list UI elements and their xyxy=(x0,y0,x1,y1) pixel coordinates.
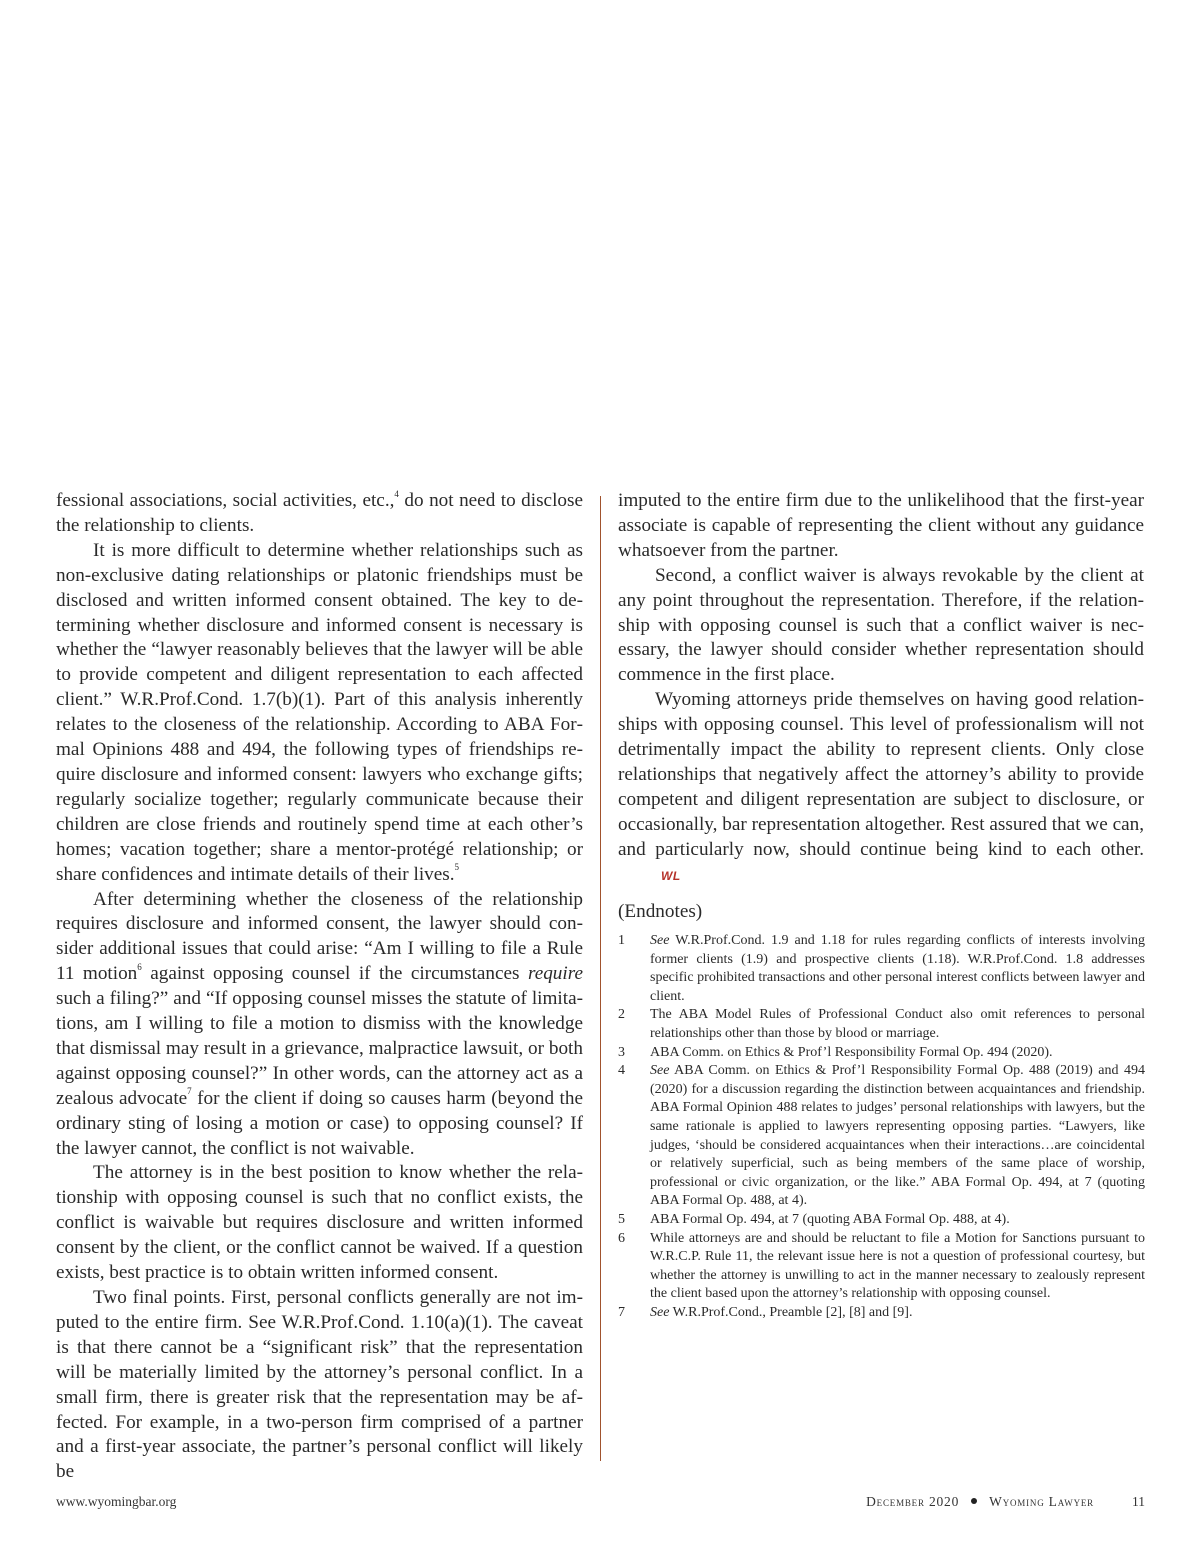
endnote-item xyxy=(618,1062,1145,1211)
left-column xyxy=(56,489,583,1485)
endnotes-heading: (Endnotes) xyxy=(618,901,703,922)
endnote-list xyxy=(618,932,1145,1322)
endnote-ref[interactable]: 4 xyxy=(394,488,399,499)
endnote-item xyxy=(618,1230,1145,1304)
endnote-text: ABA Comm. on Ethics & Prof’l Responsibility Formal Op. 494 (2020). xyxy=(650,1044,1053,1060)
endnote-number: 5 xyxy=(618,1211,625,1227)
endnote-text: W.R.Prof.Cond., Preamble [2], [8] and [9]. xyxy=(669,1304,913,1320)
endnote-ref[interactable]: 5 xyxy=(454,862,460,873)
paragraph: The attorney is in the best position to know whether the relationship with opposing counsel is such that no conflict exists, the conflict is waivable but requires disclosure and written informed consent by the client, or the conflict cannot be waived. If a question exists, best practice is to obtain written informed consent. xyxy=(56,1162,583,1284)
endnote-ref[interactable]: 7 xyxy=(187,1086,192,1097)
paragraph: After determining whether the closeness of the relationship requires disclosure and informed consent, the lawyer should consider additional issues that could arise: “Am I willing to file a Rule 11 motion$^6$ against opposing counsel if the circumstances require such a filing?” and “If opposing counsel misses the statute of limitations, am I willing to file a motion to dismiss with the knowledge that dismissal may result in a grievance, malpractice lawsuit, or both against opposing counsel?” In other words, can the attorney act as a zealous advocate$^7$ for the client if doing so causes harm (beyond the ordinary sting of losing a motion or case) to opposing counsel? If the lawyer cannot, the conflict is not waivable. xyxy=(56,888,583,1159)
endnote-item xyxy=(618,1006,1145,1043)
paragraph: Two final points. First, personal conflicts generally are not imputed to the entire firm. See W.R.Prof.Cond. 1.10(a)(1). The caveat is that there cannot be a “significant risk” that the representation will be materially limited by the attorney’s personal conflict. In a small firm, there is greater risk that the representation may be affected. For example, in a two-person firm comprised of a partner and a first-year associate, the partner’s personal conflict will likely be xyxy=(56,1287,583,1483)
bullet-separator-icon xyxy=(971,1498,977,1504)
paragraph: fessional associations, social activities, etc.,$^4$ do not need to disclose the relationship to clients. xyxy=(56,488,583,536)
paragraph: Second, a conflict waiver is always revokable by the client at any point throughout the representation. Therefore, if the relationship with opposing counsel is such that a conflict waiver is necessary, the lawyer should consider whether representation should commence in the first place. xyxy=(618,564,1144,686)
endnote-text: ABA Formal Op. 494, at 7 (quoting ABA Formal Op. 488, at 4). xyxy=(650,1211,1010,1227)
endnote-text: While attorneys are and should be reluctant to file a Motion for Sanctions pursuant to W.R.C.P. Rule 11, the relevant issue here is not a question of professional courtesy, but whether the attorney is unwilling to act in the manner necessary to zealously represent the client based upon the attorney’s relationship with opposing counsel. xyxy=(650,1230,1145,1302)
endnote-number: 7 xyxy=(618,1304,625,1320)
end-of-article-mark: WL xyxy=(661,868,681,883)
endnote-signal: See xyxy=(650,1063,670,1079)
paragraph: imputed to the entire firm due to the unlikelihood that the first-year associate is capable of representing the client without any guidance whatsoever from the partner. xyxy=(618,490,1144,561)
endnote-item xyxy=(618,1211,1145,1230)
endnote-number: 6 xyxy=(618,1230,625,1246)
endnote-item xyxy=(618,1044,1145,1063)
endnote-number: 3 xyxy=(618,1044,625,1060)
endnotes-section xyxy=(618,900,1145,1322)
endnote-number: 1 xyxy=(618,933,625,948)
endnote-number: 4 xyxy=(618,1063,625,1079)
footer-issue-info xyxy=(866,1494,1145,1510)
paragraph: It is more difficult to determine whether relationships such as non-exclusive dating relationships or platonic friendships must be disclosed and written informed consent obtained. The key to determining whether disclosure and informed consent is necessary is whether the “lawyer reasonably believes that the lawyer will be able to provide competent and diligent representation to each affected client.” W.R.Prof.Cond. 1.7(b)(1). Part of this analysis inherently relates to the closeness of the relationship. According to ABA Formal Opinions 488 and 494, the following types of friendships require disclosure and informed consent: lawyers who exchange gifts; regularly socialize together; regularly communicate because their children are close friends and routinely spend time at each other’s homes; vacation together; share a mentor-protégé relationship; or share confidences and intimate details of their lives.$^5$ xyxy=(56,539,583,885)
endnote-item xyxy=(618,932,1145,1006)
footer-publication: Wyoming Lawyer xyxy=(989,1494,1094,1509)
endnote-item xyxy=(618,1304,1145,1323)
page-number: 11 xyxy=(1132,1494,1145,1509)
endnote-ref[interactable]: 6 xyxy=(137,961,142,972)
endnote-number: 2 xyxy=(618,1007,625,1023)
right-column xyxy=(618,489,1144,889)
paragraph: Wyoming attorneys pride themselves on having good relationships with opposing counsel. This level of professionalism will not detrimentally impact the ability to represent clients. Only close relationships that negatively affect the attorney’s ability to provide competent and diligent representation are subject to disclosure, or occasionally, bar representation altogether. Rest assured that we can, and particularly now, should continue being kind to each other.WL xyxy=(618,688,1144,888)
endnote-text: W.R.Prof.Cond. 1.9 and 1.18 for rules regarding conflicts of interests involving former clients (1.9) and prospective clients (1.18). W.R.Prof.Cond. 1.8 addresses specific prohibited transactions and other personal interest conflicts between lawyer and client. xyxy=(650,933,1145,1004)
endnote-text: ABA Comm. on Ethics & Prof’l Responsibility Formal Op. 488 (2019) and 494 (2020) for a discussion regarding the distinction between acquaintances and friendship. ABA Formal Opinion 488 relates to judges’ personal relationships with lawyers, but the same rationale is applied to lawyers representing opposing parties. “Lawyers, like judges, ‘should be considered acquaintances when their interactions…are coincidental or relatively superficial, such as being members of the same place of worship, professional or civic organization, or the like.” ABA Formal Op. 494, at 7 (quoting ABA Formal Op. 488, at 4). xyxy=(650,1063,1145,1209)
footer-issue-date: December 2020 xyxy=(866,1494,960,1509)
column-divider xyxy=(600,496,601,1461)
endnote-signal: See xyxy=(650,1304,670,1320)
footer-url[interactable]: www.wyomingbar.org xyxy=(56,1494,177,1509)
endnote-signal: See xyxy=(650,933,670,948)
endnote-text: The ABA Model Rules of Professional Conduct also omit references to personal relationships other than those by blood or marriage. xyxy=(650,1007,1145,1041)
